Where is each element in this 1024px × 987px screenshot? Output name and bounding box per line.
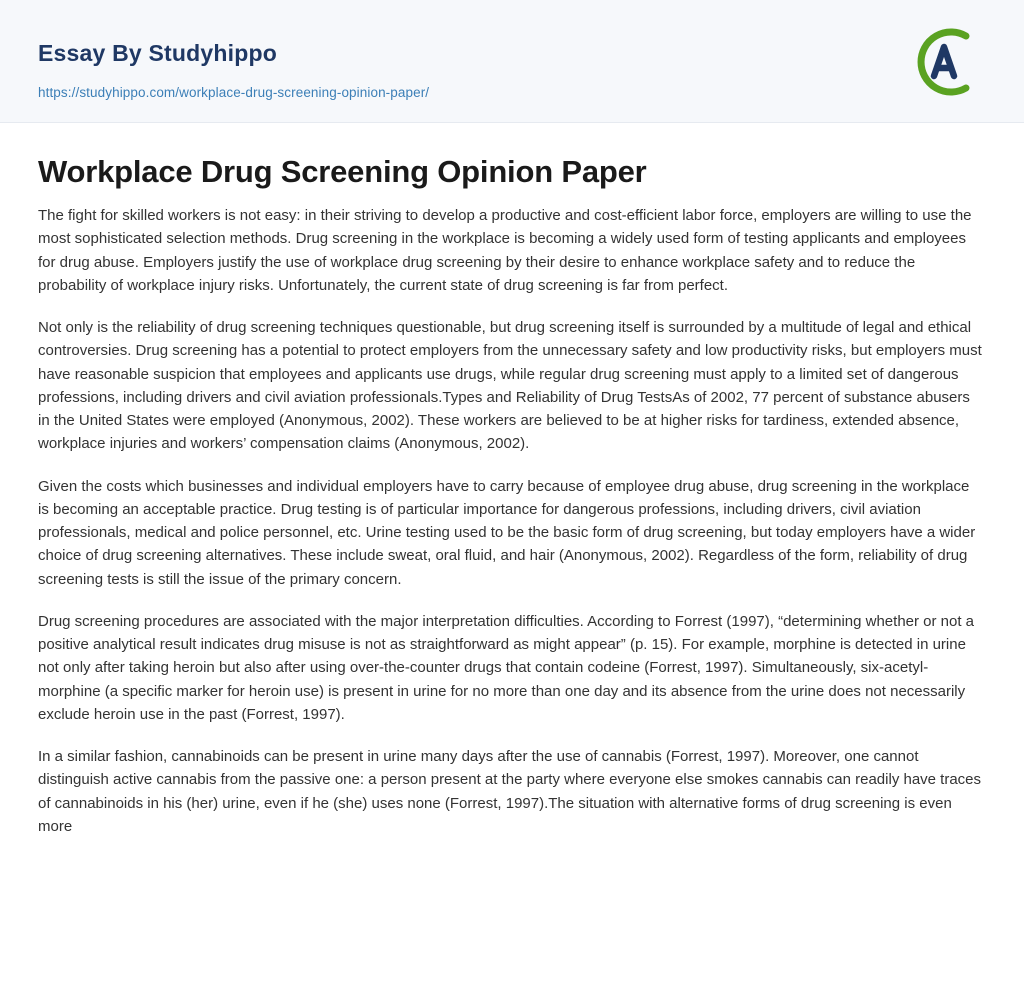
site-header <box>0 0 1024 123</box>
letter-a-circle-logo-icon <box>898 20 982 104</box>
source-url-link[interactable]: https://studyhippo.com/workplace-drug-screening-opinion-paper/ <box>38 85 430 100</box>
page-title: Workplace Drug Screening Opinion Paper <box>38 154 647 189</box>
article-body <box>0 123 1024 838</box>
article-paragraph: Not only is the reliability of drug screening techniques questionable, but drug screening itself is surrounded by a multitude of legal and ethical controversies. Drug screening has a potential to protect employers from the unnecessary safety and low productivity risks, but employers must have reasonable suspicion that employees and applicants use drugs, while regular drug screening must apply to a limited set of dangerous professions, including drivers and civil aviation professionals.Types and Reliability of Drug TestsAs of 2002, 77 percent of substance abusers in the United States were employed (Anonymous, 2002). These workers are believed to be at higher risks for tardiness, extended absence, workplace injuries and workers’ compensation claims (Anonymous, 2002). <box>38 319 982 453</box>
site-brand-title: Essay By Studyhippo <box>38 40 277 66</box>
article-paragraph: In a similar fashion, cannabinoids can be present in urine many days after the use of cannabis (Forrest, 1997). Moreover, one cannot distinguish active cannabis from the passive one: a person present at the party where everyone else smokes cannabis can readily have traces of cannabinoids in his (her) urine, even if he (she) uses none (Forrest, 1997).The situation with alternative forms of drug screening is even more <box>38 748 982 835</box>
article-paragraph: Drug screening procedures are associated with the major interpretation difficulties. According to Forrest (1997), “determining whether or not a positive analytical result indicates drug misuse is not as straightforward as might appear” (p. 15). For example, morphine is detected in urine not only after taking heroin but also after using over-the-counter drugs that contain codeine (Forrest, 1997). Simultaneously, six-acetyl-morphine (a specific marker for heroin use) is present in urine for no more than one day and its absence from the urine does not necessarily exclude heroin use in the past (Forrest, 1997). <box>38 612 975 723</box>
article-paragraph: The fight for skilled workers is not easy: in their striving to develop a productive and cost-efficient labor force, employers are willing to use the most sophisticated selection methods. Drug screening in the workplace is becoming a widely used form of testing applicants and employees for drug abuse. Employers justify the use of workplace drug screening by their desire to enhance workplace safety and to reduce the probability of workplace injury risks. Unfortunately, the current state of drug screening is far from perfect. <box>38 207 972 294</box>
article-paragraph: Given the costs which businesses and individual employers have to carry because of employee drug abuse, drug screening in the workplace is becoming an acceptable practice. Drug testing is of particular importance for dangerous professions, including drivers, civil aviation professionals, medical and police personnel, etc. Urine testing used to be the basic form of drug screening, but today employers have a wider choice of drug screening alternatives. These include sweat, oral fluid, and hair (Anonymous, 2002). Regardless of the form, reliability of drug screening tests is still the issue of the primary concern. <box>38 477 976 588</box>
